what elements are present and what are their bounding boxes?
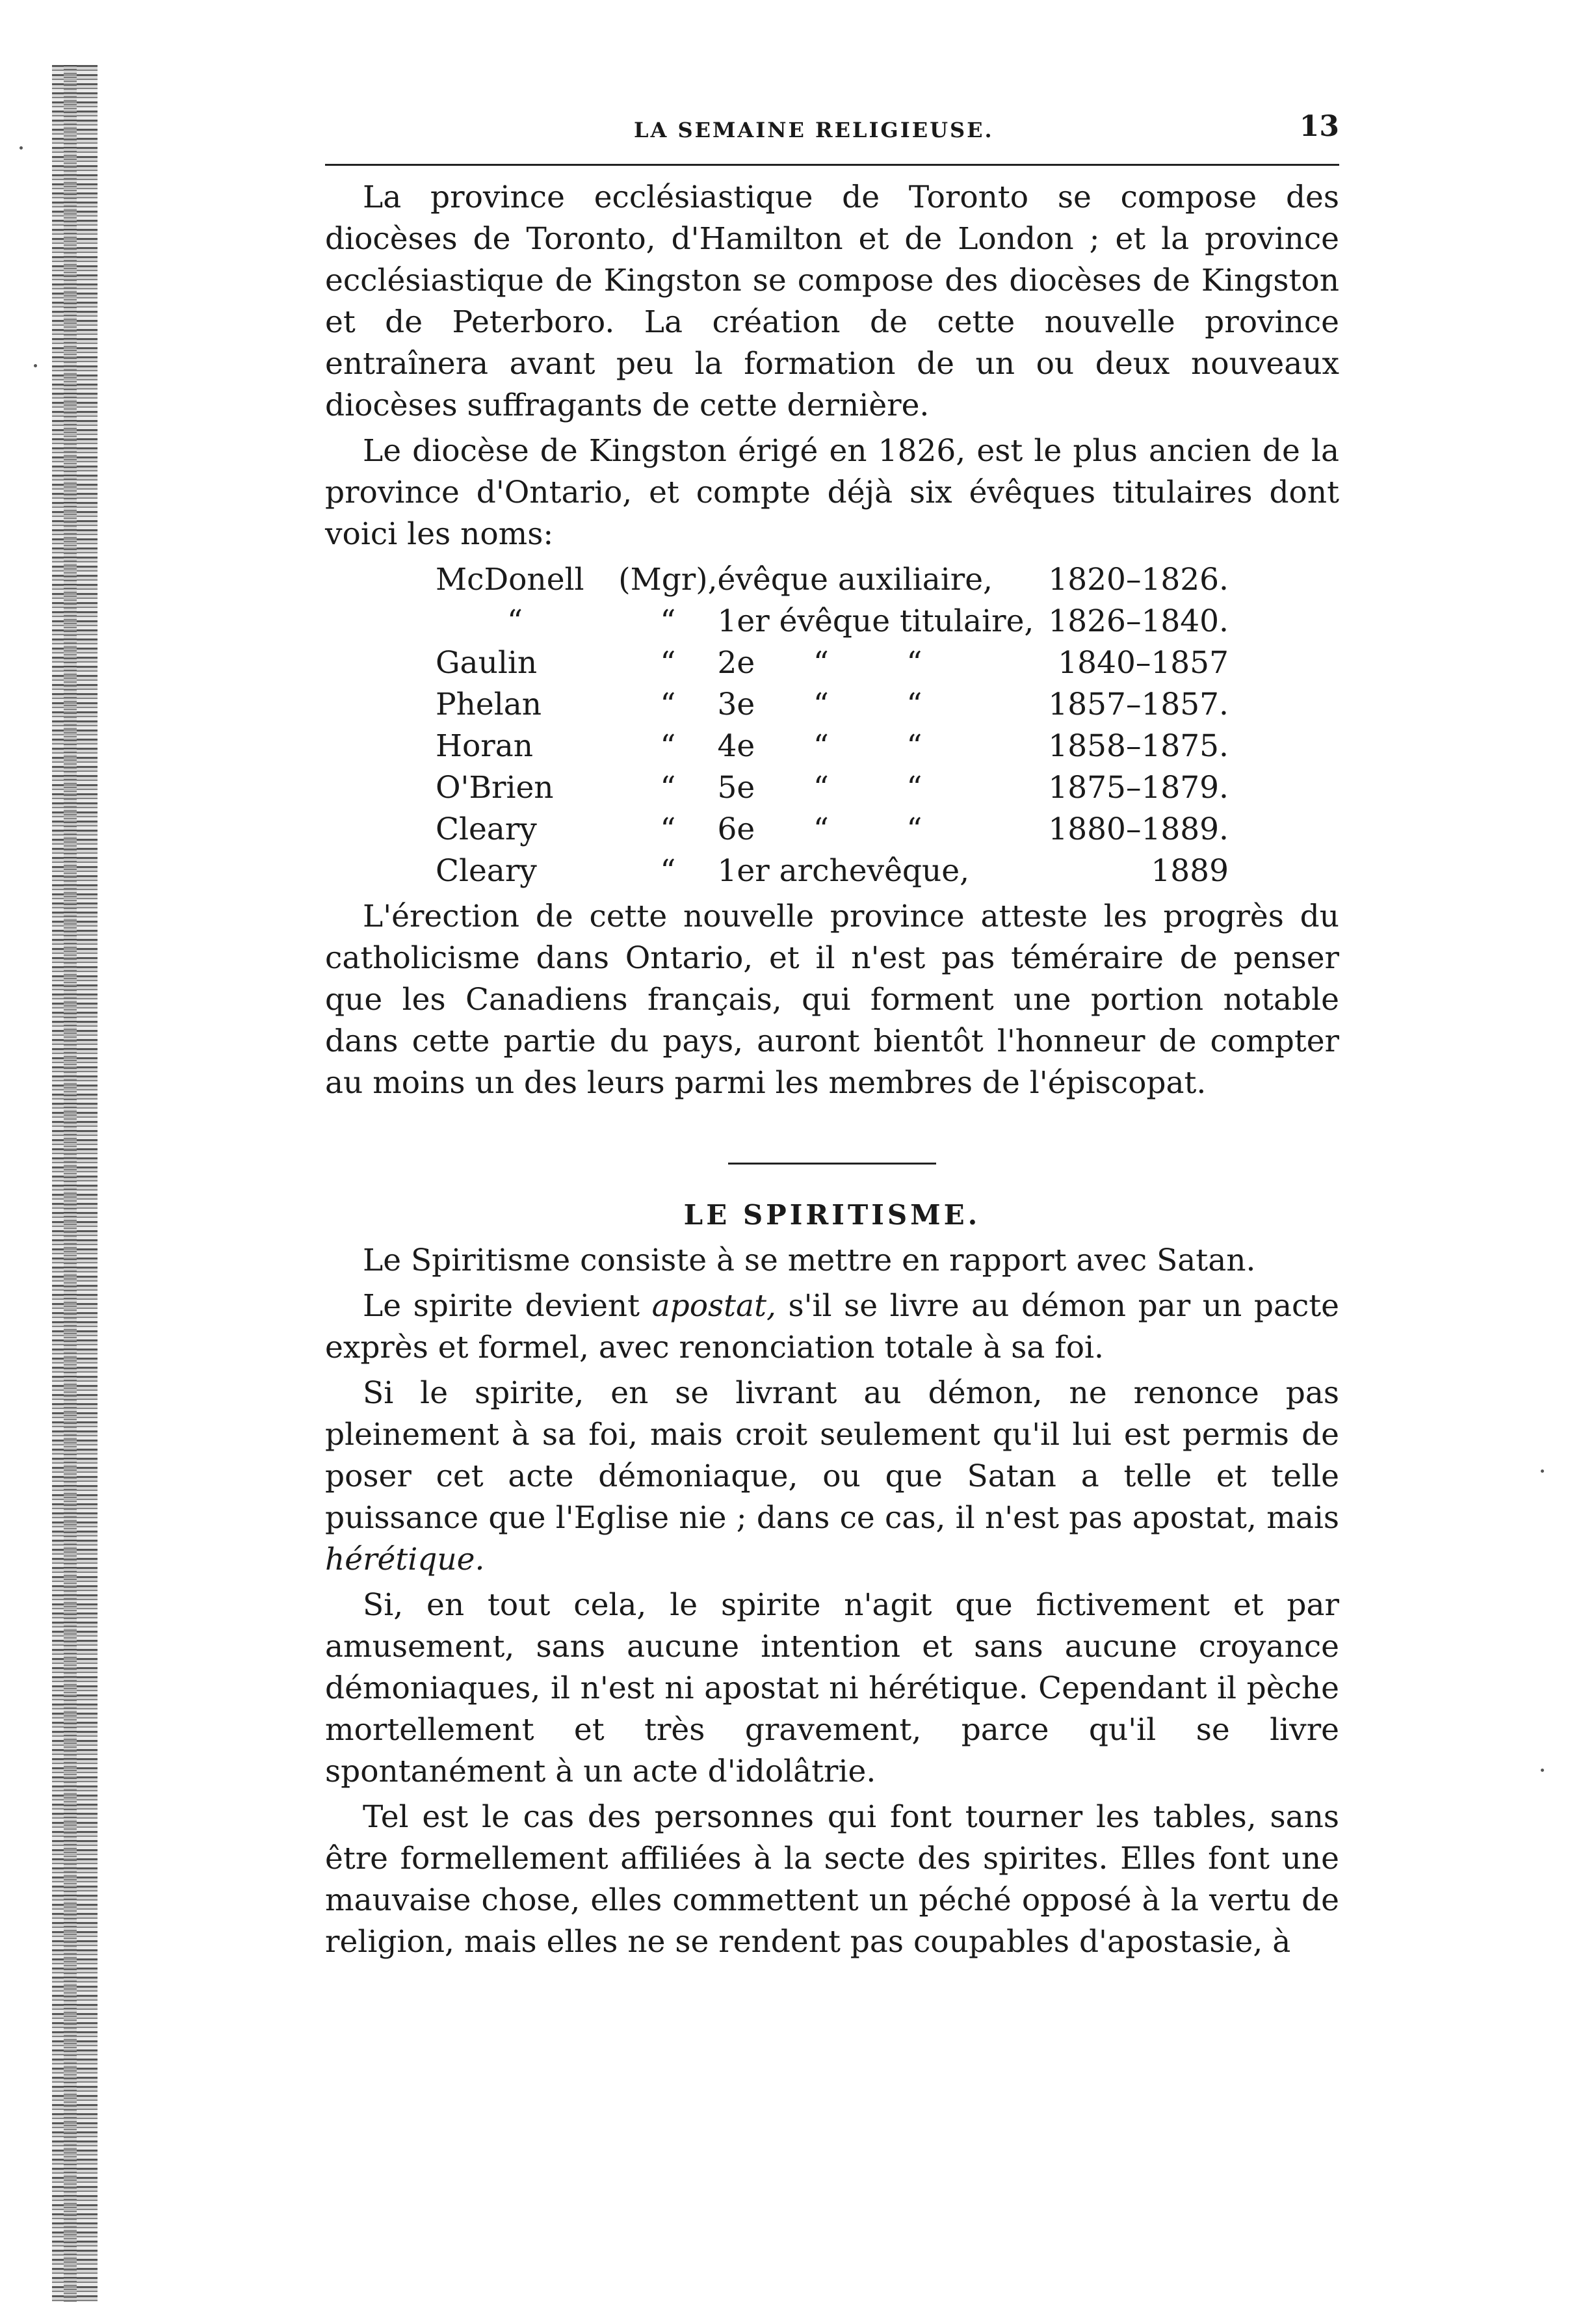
bishop-row [436, 601, 1281, 642]
bishop-name: Phelan [436, 687, 542, 722]
bishop-title: “ [660, 687, 676, 722]
bishop-title: (Mgr), [618, 562, 718, 598]
bishop-years: 1880–1889. [1048, 811, 1229, 847]
bishop-role: 3e “ “ [717, 687, 922, 722]
header-rule [325, 164, 1339, 166]
bishop-name: McDonell [436, 562, 584, 598]
bishops-list [436, 559, 1281, 892]
page-number: 13 [1299, 110, 1339, 143]
paragraph-heretique [325, 1373, 1339, 1581]
running-title: LA SEMAINE RELIGIEUSE. [634, 118, 994, 142]
bishop-row [436, 684, 1281, 726]
text-run: s'il se livre au démon par un pacte exprès et formel, avec renonciation totale à sa foi. [325, 1288, 1339, 1365]
bishop-role: 6e “ “ [717, 811, 922, 847]
bishop-row [436, 726, 1281, 767]
paragraph-provinces: La province ecclésiastique de Toronto se compose des diocèses de Toronto, d'Hamilton et de London ; et la province ecclésiastique de Kingston se compose des diocèses de Kingston et de Peterboro. La création de cette nouvelle province entraînera avant peu la formation de un ou deux nouveaux diocèses suffragants de cette dernière. [325, 179, 1339, 423]
paper-speck [34, 364, 37, 367]
bishop-years: 1826–1840. [1048, 603, 1229, 639]
bishop-role: 5e “ “ [717, 770, 922, 806]
bishop-row [436, 767, 1281, 809]
bishop-years: 1889 [1151, 853, 1229, 889]
section-divider [728, 1163, 936, 1165]
bishop-row [436, 642, 1281, 684]
bishop-row [436, 809, 1281, 850]
bishop-title: “ [660, 811, 676, 847]
bishop-title: “ [660, 603, 676, 639]
bishop-title: “ [660, 728, 676, 764]
paragraph-apostat [325, 1285, 1339, 1369]
bishop-role: 1er archevêque, [717, 853, 970, 889]
bishop-title: “ [660, 853, 676, 889]
paragraph-erection: L'érection de cette nouvelle province atteste les progrès du catholicisme dans Ontario, et il n'est pas téméraire de penser que les Canadiens français, qui forment une portion notable dans cette partie du pays, auront bientôt l'honneur de compter au moins un des leurs parmi les membres de l'épiscopat. [325, 899, 1339, 1101]
bishop-title: “ [660, 645, 676, 681]
bishop-years: 1857–1857. [1048, 687, 1229, 722]
bishop-years: 1820–1826. [1048, 562, 1229, 598]
bishop-row [436, 559, 1281, 601]
bishop-row [436, 850, 1281, 892]
paper-speck [1541, 1769, 1544, 1772]
text-run: Si le spirite, en se livrant au démon, ne renonce pas pleinement à sa foi, mais croit seulement qu'il lui est permis de poser cet acte démoniaque, ou que Satan a telle et telle puissance que l'Eglise nie ; dans ce cas, il n'est pas apostat, mais [325, 1375, 1339, 1536]
paper-speck [20, 146, 23, 150]
paragraph-kingston-diocese: Le diocèse de Kingston érigé en 1826, est le plus ancien de la province d'Ontario, et compte déjà six évêques titulaires dont voici les noms: [325, 433, 1339, 552]
bishop-name: O'Brien [436, 770, 554, 806]
paper-speck [1541, 1469, 1544, 1473]
running-header [325, 107, 1339, 146]
paragraph-fictivement: Si, en tout cela, le spirite n'agit que fictivement et par amusement, sans aucune intention et sans aucune croyance démoniaques, il n'est ni apostat ni hérétique. Cependant il pèche mortellement et très gravement, parce qu'il se livre spontanément à un acte d'idolâtrie. [325, 1587, 1339, 1789]
bishop-role: 4e “ “ [717, 728, 922, 764]
book-binding-edge [52, 65, 98, 2302]
bishop-name: “ [507, 603, 523, 639]
bishop-years: 1875–1879. [1048, 770, 1229, 806]
bishop-name: Horan [436, 728, 534, 764]
page-body [325, 177, 1339, 1967]
bishop-years: 1858–1875. [1048, 728, 1229, 764]
bishop-role: 1er évêque titulaire, [717, 603, 1034, 639]
paragraph-spiritisme-definition: Le Spiritisme consiste à se mettre en rapport avec Satan. [363, 1243, 1256, 1278]
emphasis-apostat: apostat, [651, 1288, 776, 1324]
bishop-role: évêque auxiliaire, [717, 562, 993, 598]
paragraph-tables-tournantes: Tel est le cas des personnes qui font tourner les tables, sans être formellement affiliées à la secte des spirites. Elles font une mauvaise chose, elles commettent un péché opposé à la vertu de religion, mais elles ne se rendent pas coupables d'apostasie, à [325, 1799, 1339, 1960]
bishop-name: Cleary [436, 853, 537, 889]
bishop-title: “ [660, 770, 676, 806]
bishop-role: 2e “ “ [717, 645, 922, 681]
section-title: LE SPIRITISME. [683, 1199, 981, 1231]
bishop-name: Cleary [436, 811, 537, 847]
emphasis-heretique: hérétique. [325, 1542, 485, 1577]
text-run: Le spirite devient [363, 1288, 652, 1324]
bishop-name: Gaulin [436, 645, 538, 681]
bishop-years: 1840–1857 [1058, 645, 1229, 681]
